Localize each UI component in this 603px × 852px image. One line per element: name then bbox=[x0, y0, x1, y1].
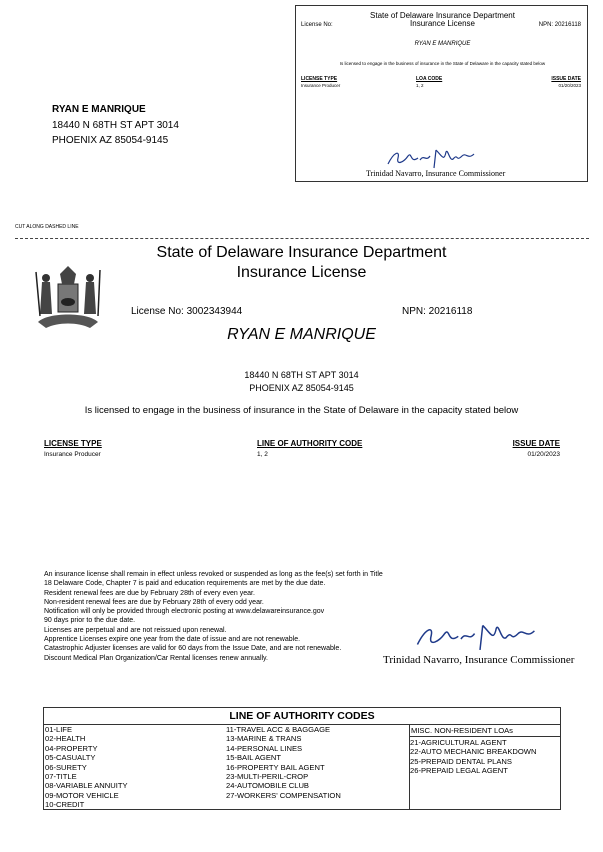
note: An insurance license shall remain in effect unless revoked or suspended as long as the fee(s) set forth in Title 18 Delaware Code, Chapter 7 is paid and education requirements are met by the due date. bbox=[44, 571, 383, 588]
note: 90 days prior to the due date. bbox=[44, 617, 136, 625]
card-col-type: LICENSE TYPE bbox=[301, 76, 338, 82]
license-type-value: Insurance Producer bbox=[44, 451, 101, 458]
note: Catastrophic Adjuster licenses are valid for 60 days from the Issue Date, and are not renewable. bbox=[44, 645, 342, 653]
code-item: 22-AUTO MECHANIC BREAKDOWN bbox=[410, 747, 537, 757]
license-title: Insurance License bbox=[236, 264, 367, 281]
capacity-statement: Is licensed to engage in the business of insurance in the State of Delaware in the capacity stated below bbox=[84, 405, 519, 416]
code-item: 13-MARINE & TRANS bbox=[226, 734, 302, 744]
code-item: 07-TITLE bbox=[45, 772, 77, 782]
card-license-label: License No: bbox=[301, 22, 333, 28]
commissioner-signature bbox=[410, 620, 550, 654]
card-loa-value: 1, 2 bbox=[416, 83, 424, 88]
codes-column-1 bbox=[45, 725, 128, 810]
card-name: RYAN E MANRIQUE bbox=[414, 41, 471, 47]
codes-column-3 bbox=[410, 738, 536, 776]
divider bbox=[409, 736, 560, 737]
code-item: 08-VARIABLE ANNUITY bbox=[45, 781, 128, 791]
card-col-loa: LOA CODE bbox=[416, 76, 443, 82]
code-item: 05-CASUALTY bbox=[45, 753, 96, 763]
license-npn: NPN: 20216118 bbox=[402, 306, 473, 317]
card-issue-value: 01/20/2023 bbox=[558, 83, 581, 88]
licensee-name: RYAN E MANRIQUE bbox=[227, 326, 376, 343]
mailing-line1: 18440 N 68TH ST APT 3014 bbox=[52, 120, 179, 131]
licensee-address-1: 18440 N 68TH ST APT 3014 bbox=[244, 370, 359, 380]
licensee-address-2: PHOENIX AZ 85054-9145 bbox=[249, 383, 354, 393]
code-item: 14-PERSONAL LINES bbox=[226, 743, 303, 753]
code-item: 04-PROPERTY bbox=[45, 743, 98, 753]
cut-line bbox=[15, 238, 589, 239]
note: Notification will only be provided through electronic posting at www.delawareinsurance.gov bbox=[44, 608, 325, 616]
note: Apprentice Licenses expire one year from the date of issue and are not renewable. bbox=[44, 636, 301, 644]
note: Resident renewal fees are due by February 28th of every even year. bbox=[44, 589, 255, 597]
code-item: 01-LIFE bbox=[45, 725, 73, 734]
code-item: 06-SURETY bbox=[45, 762, 87, 772]
loa-code-value: 1, 2 bbox=[257, 451, 268, 458]
code-item: 02-HEALTH bbox=[45, 734, 86, 744]
card-commissioner: Trinidad Navarro, Insurance Commissioner bbox=[366, 169, 506, 178]
wallet-card bbox=[295, 5, 588, 182]
card-type-value: Insurance Producer bbox=[301, 83, 341, 88]
code-item: 11-TRAVEL ACC & BAGGAGE bbox=[226, 725, 331, 734]
col-loa-code: LINE OF AUTHORITY CODE bbox=[257, 439, 363, 448]
code-item: 25-PREPAID DENTAL PLANS bbox=[410, 756, 512, 766]
card-signature bbox=[384, 146, 484, 171]
mailing-line2: PHOENIX AZ 85054-9145 bbox=[52, 135, 169, 146]
code-item: 24-AUTOMOBILE CLUB bbox=[226, 781, 309, 791]
note: Licenses are perpetual and are not reissued upon renewal. bbox=[44, 626, 227, 634]
code-item: 09-MOTOR VEHICLE bbox=[45, 790, 119, 800]
card-dept: State of Delaware Insurance Department bbox=[370, 11, 515, 20]
card-npn: NPN: 20216118 bbox=[538, 22, 581, 28]
code-item: 26-PREPAID LEGAL AGENT bbox=[410, 766, 508, 776]
mailing-name: RYAN E MANRIQUE bbox=[52, 104, 146, 115]
codes-column-2 bbox=[226, 725, 341, 800]
col-issue-date: ISSUE DATE bbox=[512, 439, 560, 448]
code-item: 23-MULTI-PERIL-CROP bbox=[226, 772, 309, 782]
card-capacity: Is licensed to engage in the business of insurance in the State of Delaware in the capacity stated below bbox=[339, 61, 546, 66]
code-item: 27-WORKERS' COMPENSATION bbox=[226, 790, 341, 800]
col-license-type: LICENSE TYPE bbox=[44, 439, 102, 448]
license-notes bbox=[44, 570, 384, 663]
card-title: Insurance License bbox=[410, 19, 475, 28]
license-number: License No: 3002343944 bbox=[131, 306, 243, 317]
code-item: 15-BAIL AGENT bbox=[226, 753, 282, 763]
commissioner-name: Trinidad Navarro, Insurance Commissioner bbox=[383, 654, 575, 666]
codes-title: LINE OF AUTHORITY CODES bbox=[229, 710, 375, 722]
license-dept: State of Delaware Insurance Department bbox=[156, 244, 447, 261]
loa-codes-table bbox=[43, 707, 561, 810]
code-item: 21-AGRICULTURAL AGENT bbox=[410, 738, 507, 747]
note: Discount Medical Plan Organization/Car Rental licenses renew annually. bbox=[44, 654, 268, 662]
cut-label: CUT ALONG DASHED LINE bbox=[15, 224, 79, 230]
code-item: 16-PROPERTY BAIL AGENT bbox=[226, 762, 325, 772]
issue-date-value: 01/20/2023 bbox=[527, 451, 560, 458]
misc-header: MISC. NON-RESIDENT LOAs bbox=[411, 726, 513, 735]
code-item: 10-CREDIT bbox=[45, 800, 85, 810]
note: Non-resident renewal fees are due by February 28th of every odd year. bbox=[44, 598, 264, 606]
card-col-issue: ISSUE DATE bbox=[551, 76, 581, 82]
